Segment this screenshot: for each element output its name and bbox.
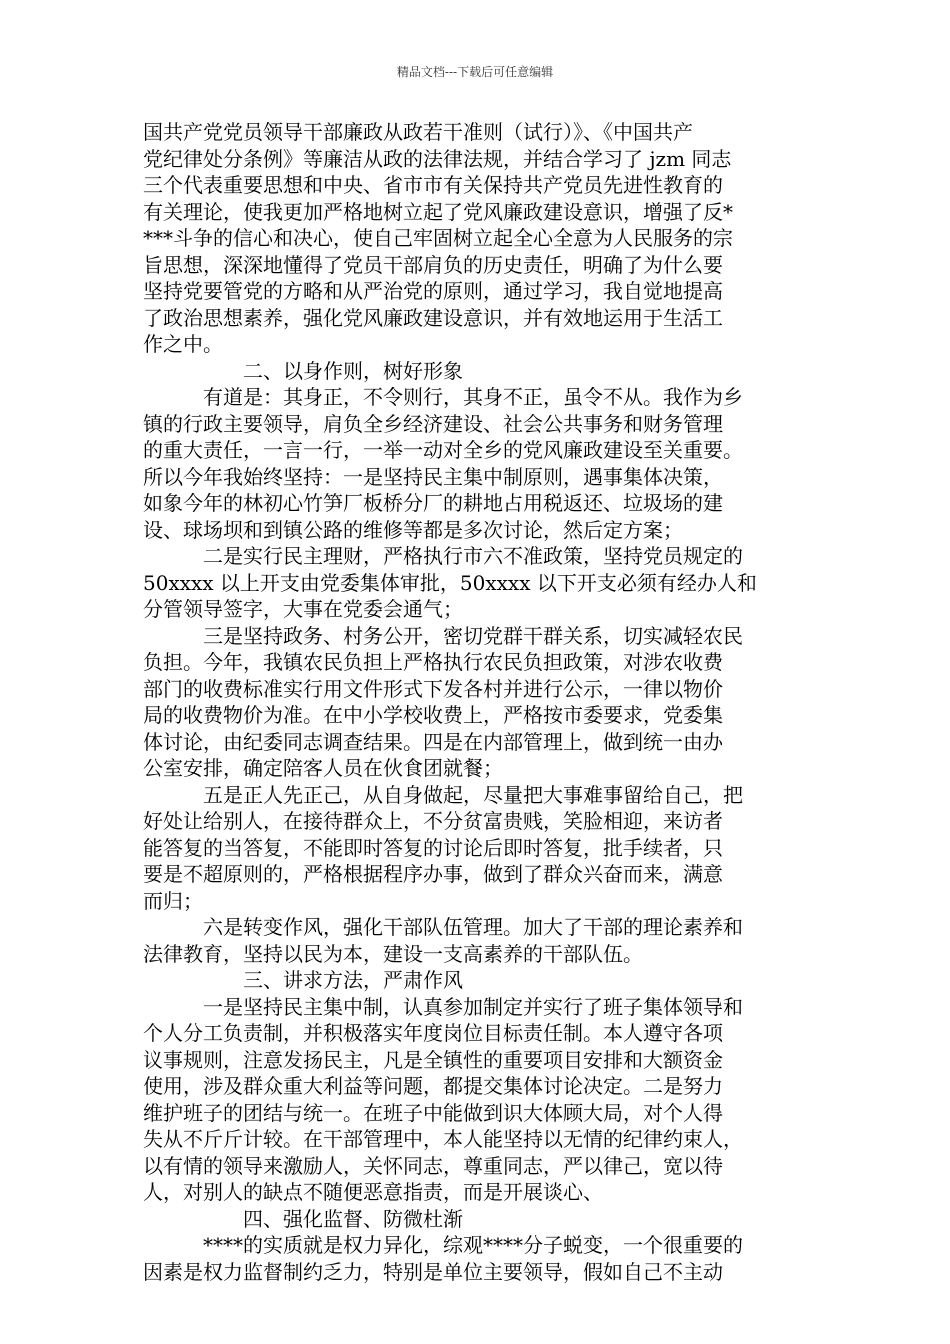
text-line: 50xxxx 以上开支由党委集体审批，50xxxx 以下开支必须有经办人和 (143, 570, 757, 595)
text-line: 了政治思想素养，强化党风廉政建设意识，并有效地运用于生活工 (143, 305, 723, 330)
text-line: ****的实质就是权力异化，综观****分子蜕变，一个很重要的 (203, 1233, 743, 1257)
text-line: 公室安排，确定陪客人员在伙食团就餐； (143, 756, 503, 780)
text-line: 因素是权力监督制约乏力，特别是单位主要领导，假如自己不主动 (143, 1259, 723, 1284)
text-line: 旨思想，深深地懂得了党员干部肩负的历史责任，明确了为什么要 (143, 252, 723, 277)
text-line: 二是实行民主理财，严格执行市六不准政策，坚持党员规定的 (203, 544, 743, 568)
text-line: 六是转变作风，强化干部队伍管理。加大了干部的理论素养和 (203, 915, 743, 939)
text-line: 能答复的当答复，不能即时答复的讨论后即时答复，批手续者，只 (143, 835, 723, 860)
text-line: 的重大责任，一言一行，一举一动对全乡的党风廉政建设至关重要。 (143, 438, 743, 462)
text-line: 镇的行政主要领导，肩负全乡经济建设、社会公共事务和财务管理 (143, 411, 723, 436)
section-heading: 三、讲求方法，严肃作风 (243, 968, 463, 992)
section-heading: 二、以身作则，树好形象 (243, 358, 463, 383)
document-body (143, 119, 813, 1285)
text-line: 有道是：其身正，不令则行，其身不正，虽令不从。我作为乡 (203, 385, 743, 409)
text-line: 三是坚持政务、村务公开，密切党群干群关系，切实减轻农民 (203, 623, 743, 648)
text-line: 一是坚持民主集中制，认真参加制定并实行了班子集体领导和 (203, 994, 743, 1019)
text-line: 失从不斤斤计较。在干部管理中，本人能坚持以无情的纪律约束人， (143, 1127, 743, 1151)
text-line: 三个代表重要思想和中央、省市市有关保持共产党员先进性教育的 (143, 173, 723, 197)
text-line: 好处让给别人，在接待群众上，不分贫富贵贱，笑脸相迎，来访者 (143, 809, 723, 833)
text-line: 以有情的领导来激励人，关怀同志，尊重同志，严以律己，宽以待 (143, 1153, 723, 1178)
text-line: 作之中。 (143, 332, 223, 356)
text-line: 使用，涉及群众重大利益等问题，都提交集体讨论决定。二是努力 (143, 1074, 723, 1098)
text-line: 而归； (143, 888, 203, 913)
text-line: 个人分工负责制，并积极落实年度岗位目标责任制。本人遵守各项 (143, 1021, 723, 1045)
text-line: 维护班子的团结与统一。在班子中能做到识大体顾大局，对个人得 (143, 1100, 723, 1125)
section-heading: 四、强化监督、防微杜渐 (243, 1206, 463, 1231)
text-line: 体讨论，由纪委同志调查结果。四是在内部管理上，做到统一由办 (143, 729, 723, 754)
text-line: 议事规则，注意发扬民主，凡是全镇性的重要项目安排和大额资金 (143, 1047, 723, 1072)
text-line: 党纪律处分条例》等廉洁从政的法律法规，并结合学习了 jzm 同志 (143, 146, 732, 171)
text-line: 国共产党党员领导干部廉政从政若干准则（试行）》、《中国共产 (143, 120, 693, 144)
text-line: 要是不超原则的，严格根据程序办事，做到了群众兴奋而来，满意 (143, 862, 723, 886)
text-line: 部门的收费标准实行用文件形式下发各村并进行公示，一律以物价 (143, 676, 723, 701)
text-line: 设、球场坝和到镇公路的维修等都是多次讨论，然后定方案； (143, 517, 683, 542)
text-line: 五是正人先正己，从自身做起，尽量把大事难事留给自己，把 (203, 782, 743, 807)
text-line: 坚持党要管党的方略和从严治党的原则，通过学习，我自觉地提高 (143, 279, 723, 303)
text-line: 局的收费物价为准。在中小学校收费上，严格按市委要求，党委集 (143, 703, 723, 727)
text-line: 所以今年我始终坚持：一是坚持民主集中制原则，遇事集体决策， (143, 464, 723, 489)
page-header: 精品文档---下载后可任意编辑 (396, 65, 554, 79)
text-line: 法律教育，坚持以民为本，建设一支高素养的干部队伍。 (143, 941, 643, 966)
text-line: 有关理论，使我更加严格地树立起了党风廉政建设意识，增强了反* (143, 199, 733, 224)
text-line: 如象今年的林初心竹笋厂板桥分厂的耕地占用税返还、垃圾场的建 (143, 491, 723, 515)
text-line: 负担。今年，我镇农民负担上严格执行农民负担政策，对涉农收费 (143, 650, 723, 674)
text-line: ***斗争的信心和决心，使自己牢固树立起全心全意为人民服务的宗 (143, 226, 733, 250)
text-line: 人，对别人的缺点不随便恶意指责，而是开展谈心、 (143, 1180, 603, 1204)
text-line: 分管领导签字，大事在党委会通气； (143, 597, 463, 621)
